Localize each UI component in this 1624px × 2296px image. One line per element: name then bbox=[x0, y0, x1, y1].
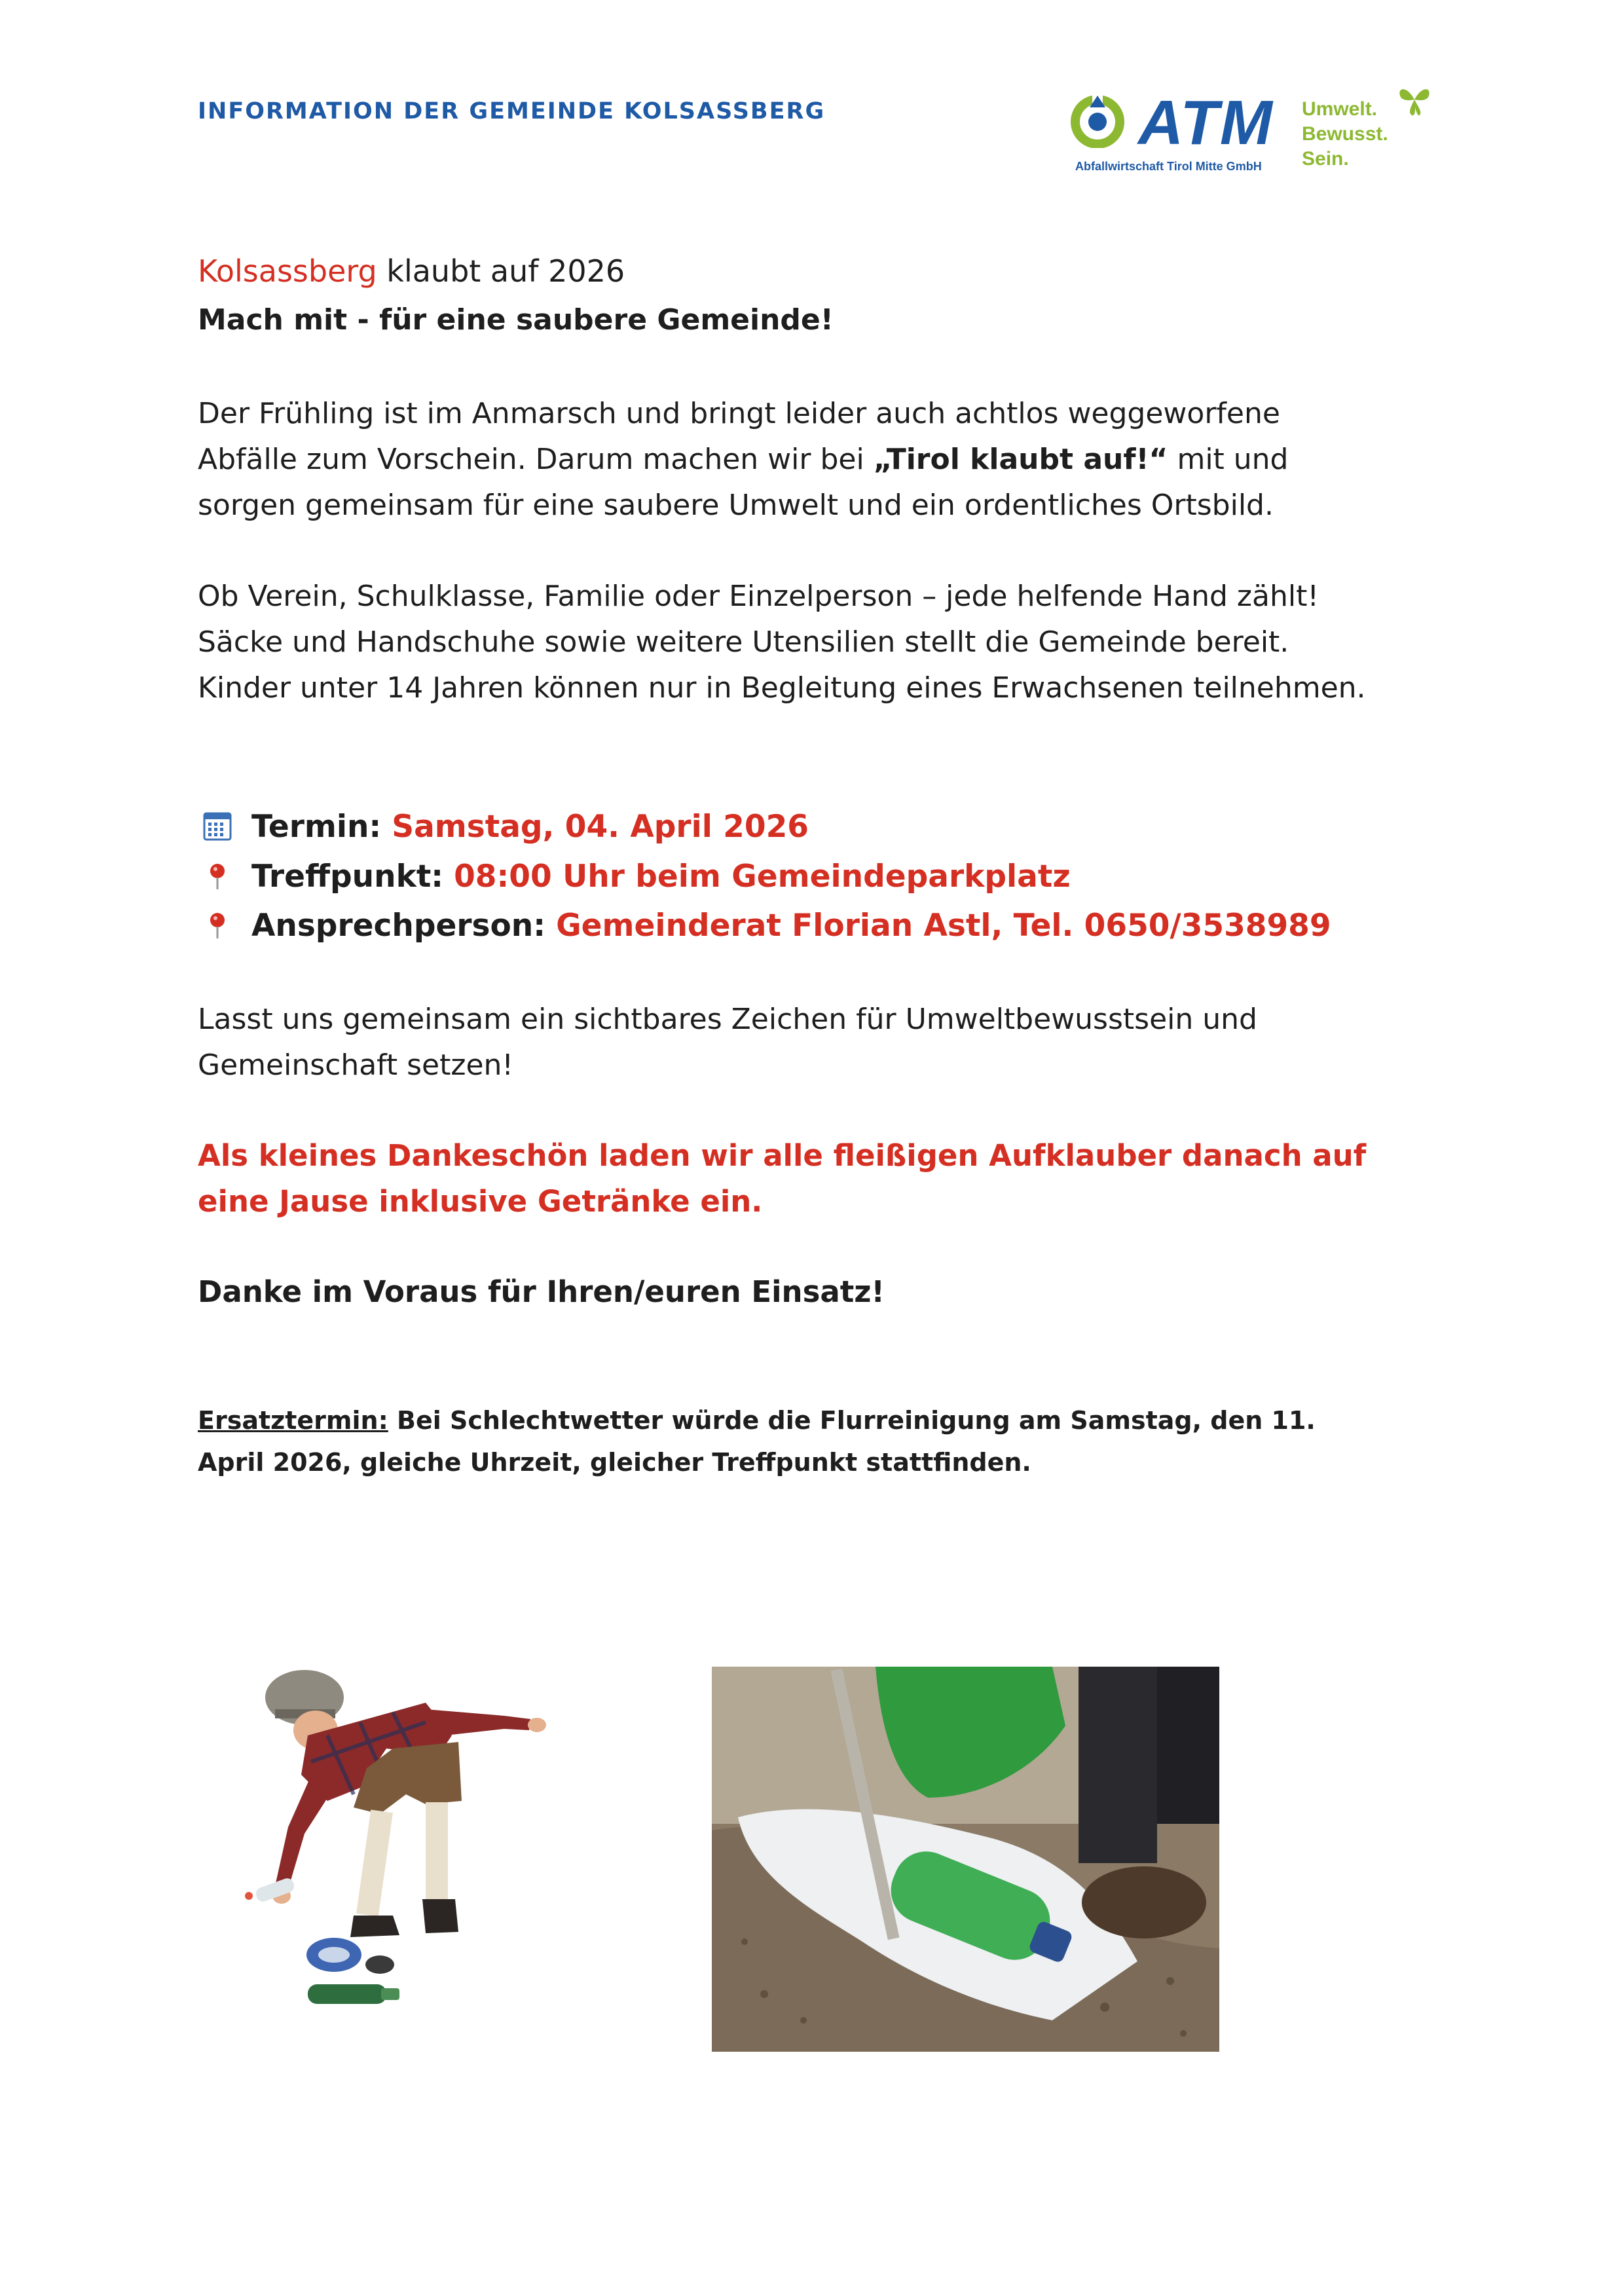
intro-highlight: „Tirol klaubt auf!“ bbox=[873, 443, 1168, 476]
leaf-icon bbox=[1395, 81, 1434, 118]
atm-logo bbox=[1067, 79, 1434, 183]
detail-value: Gemeinderat Florian Astl, Tel. 0650/3538989 bbox=[556, 907, 1331, 944]
boy-collecting-litter-image bbox=[229, 1657, 557, 2043]
atm-ring-logo-icon bbox=[1070, 93, 1125, 148]
litter-picker-photo bbox=[712, 1667, 1219, 2052]
alternative-text: Bei Schlechtwetter würde die Flurreinigung am Samstag, den 11. April 2026, gleiche Uhrzeit, gleicher Treffpunkt stattfinden. bbox=[198, 1406, 1316, 1477]
detail-value: Samstag, 04. April 2026 bbox=[392, 808, 809, 845]
page-title bbox=[198, 253, 625, 289]
participation-paragraph: Ob Verein, Schulklasse, Familie oder Einzelperson – jede helfende Hand zählt! Säcke und Handschuhe sowie weitere Utensilien stellt die Gemeinde bereit. Kinder unter 14 Jahren können nur in Begleitung eines Erwachsenen teilnehmen. bbox=[198, 580, 1366, 705]
alternative-label: Ersatztermin: bbox=[198, 1406, 388, 1435]
header-title: INFORMATION DER GEMEINDE KOLSASSBERG bbox=[198, 98, 826, 124]
intro-before: Der Frühling ist im Anmarsch und bringt leider auch achtlos weggeworfene Abfälle zum Vorschein. Darum machen wir bei bbox=[198, 397, 1280, 476]
logo-wordmark: ATM bbox=[1138, 88, 1274, 158]
detail-treffpunkt bbox=[198, 853, 1071, 899]
slogan-line-1: Umwelt. bbox=[1302, 98, 1378, 120]
detail-label: Termin: bbox=[251, 808, 382, 845]
community-paragraph: Lasst uns gemeinsam ein sichtbares Zeichen für Umweltbewusstsein und Gemeinschaft setzen! bbox=[198, 1003, 1257, 1082]
detail-label: Ansprechperson: bbox=[251, 907, 546, 944]
detail-value: 08:00 Uhr beim Gemeindeparkplatz bbox=[454, 858, 1071, 895]
calendar-icon bbox=[198, 809, 237, 843]
title-rest: klaubt auf 2026 bbox=[377, 253, 625, 289]
logo-slogan bbox=[1302, 97, 1388, 172]
detail-label: Treffpunkt: bbox=[251, 858, 444, 895]
map-pin-icon bbox=[198, 859, 237, 893]
intro-paragraph bbox=[198, 391, 1376, 528]
thanks-line: Danke im Voraus für Ihren/euren Einsatz! bbox=[198, 1274, 885, 1309]
detail-termin bbox=[198, 804, 809, 849]
slogan-line-3: Sein. bbox=[1302, 148, 1349, 170]
slogan-line-2: Bewusst. bbox=[1302, 123, 1388, 145]
alternative-date bbox=[198, 1399, 1390, 1483]
map-pin-icon bbox=[198, 908, 237, 942]
intro-after: mit und sorgen gemeinsam für eine saubere Umwelt und ein ordentliches Ortsbild. bbox=[198, 443, 1289, 522]
detail-ansprechperson bbox=[198, 902, 1331, 948]
snack-invitation: Als kleines Dankeschön laden wir alle fleißigen Aufklauber danach auf eine Jause inklusive Getränke ein. bbox=[198, 1138, 1367, 1219]
logo-subtitle: Abfallwirtschaft Tirol Mitte GmbH bbox=[1075, 160, 1262, 173]
page-subtitle: Mach mit - für eine saubere Gemeinde! bbox=[198, 303, 834, 337]
title-place: Kolsassberg bbox=[198, 253, 377, 289]
